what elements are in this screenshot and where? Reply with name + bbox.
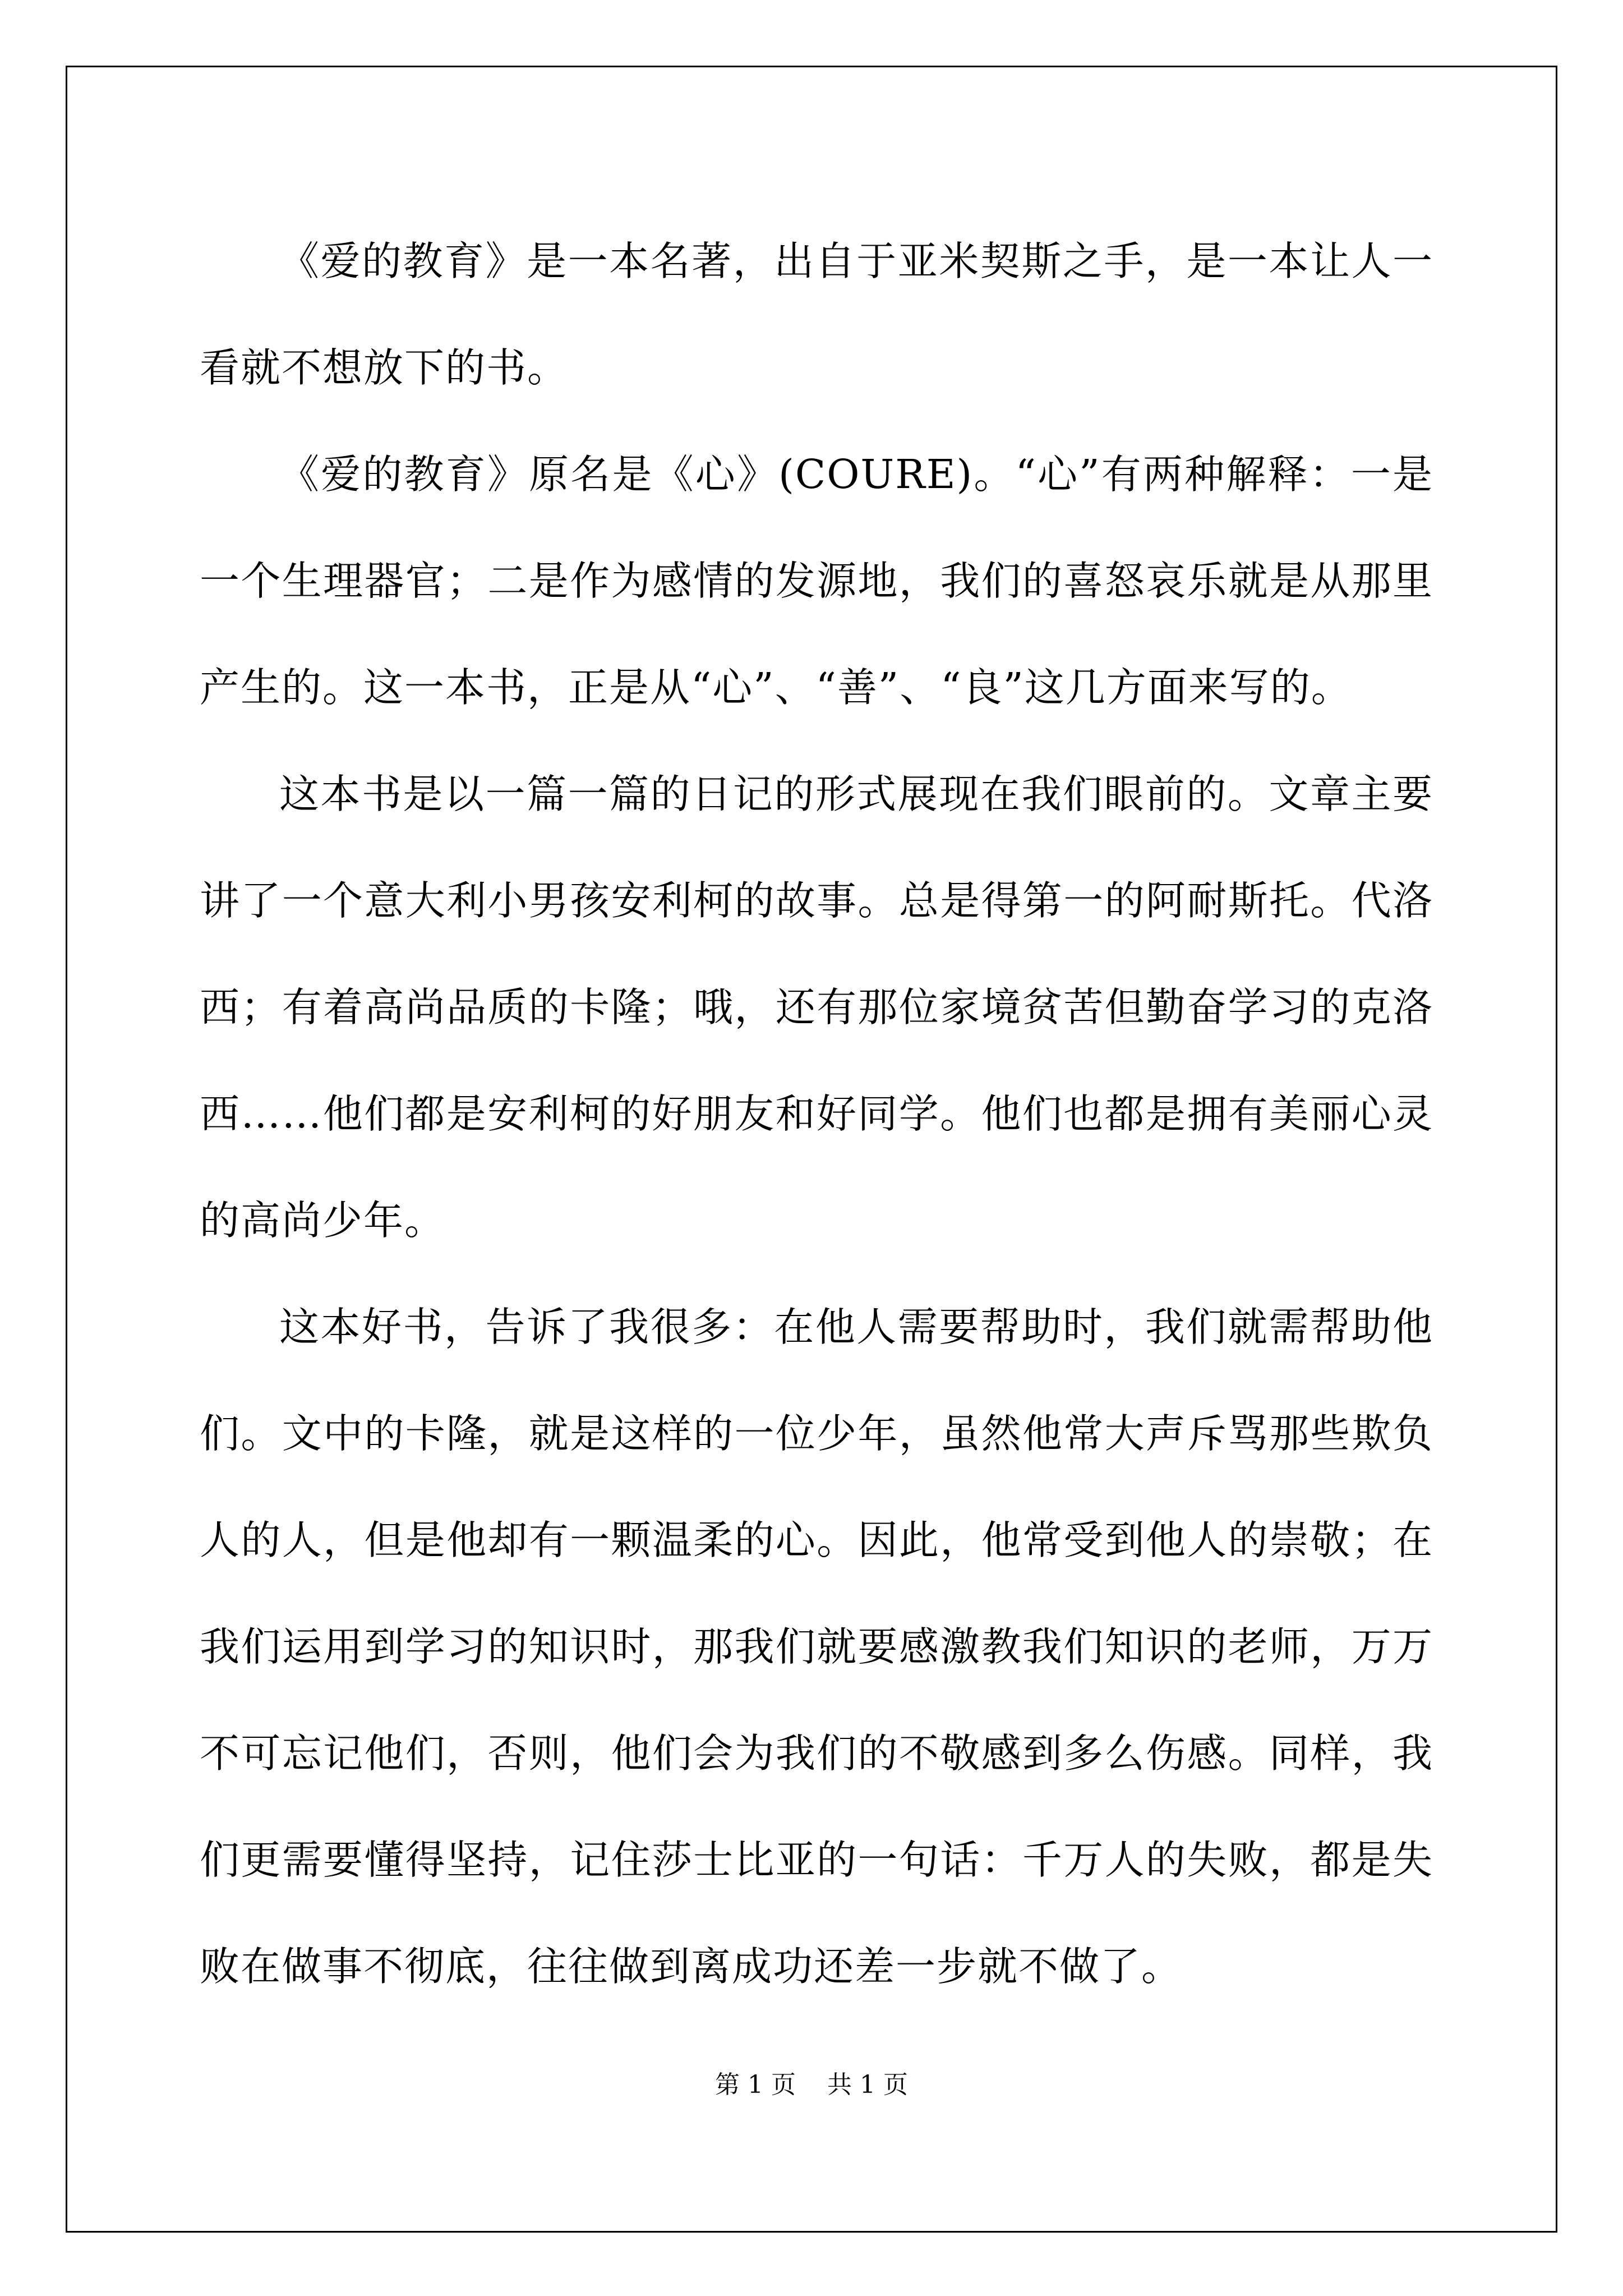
paragraph-3: 这本书是以一篇一篇的日记的形式展现在我们眼前的。文章主要讲了一个意大利小男孩安利柯的故事。总是得第一的阿耐斯托。代洛西；有着高尚品质的卡隆；哦，还有那位家境贫苦但勤奋学习的克洛西……他们都是安利柯的好朋友和好同学。他们也都是拥有美丽心灵的高尚少年。 [200, 771, 1433, 1244]
page-number: 第 1 页 [715, 2070, 796, 2099]
document-body [200, 208, 1433, 2020]
page-footer [0, 2064, 1623, 2100]
paragraph-4: 这本好书，告诉了我很多：在他人需要帮助时，我们就需帮助他们。文中的卡隆，就是这样的一位少年，虽然他常大声斥骂那些欺负人的人，但是他却有一颗温柔的心。因此，他常受到他人的崇敬；在我们运用到学习的知识时，那我们就要感激教我们知识的老师，万万不可忘记他们，否则，他们会为我们的不敬感到多么伤感。同样，我们更需要懂得坚持，记住莎士比亚的一句话：千万人的失败，都是失败在做事不彻底，往往做到离成功还差一步就不做了。 [200, 1304, 1433, 1990]
page-total: 共 1 页 [827, 2070, 908, 2099]
paragraph-1: 《爱的教育》是一本名著，出自于亚米契斯之手，是一本让人一看就不想放下的书。 [200, 238, 1433, 391]
paragraph-2: 《爱的教育》原名是《心》(COURE)。“心”有两种解释：一是一个生理器官；二是作为感情的发源地，我们的喜怒哀乐就是从那里产生的。这一本书，正是从“心”、“善”、“良”这几方面来写的。 [200, 451, 1433, 711]
